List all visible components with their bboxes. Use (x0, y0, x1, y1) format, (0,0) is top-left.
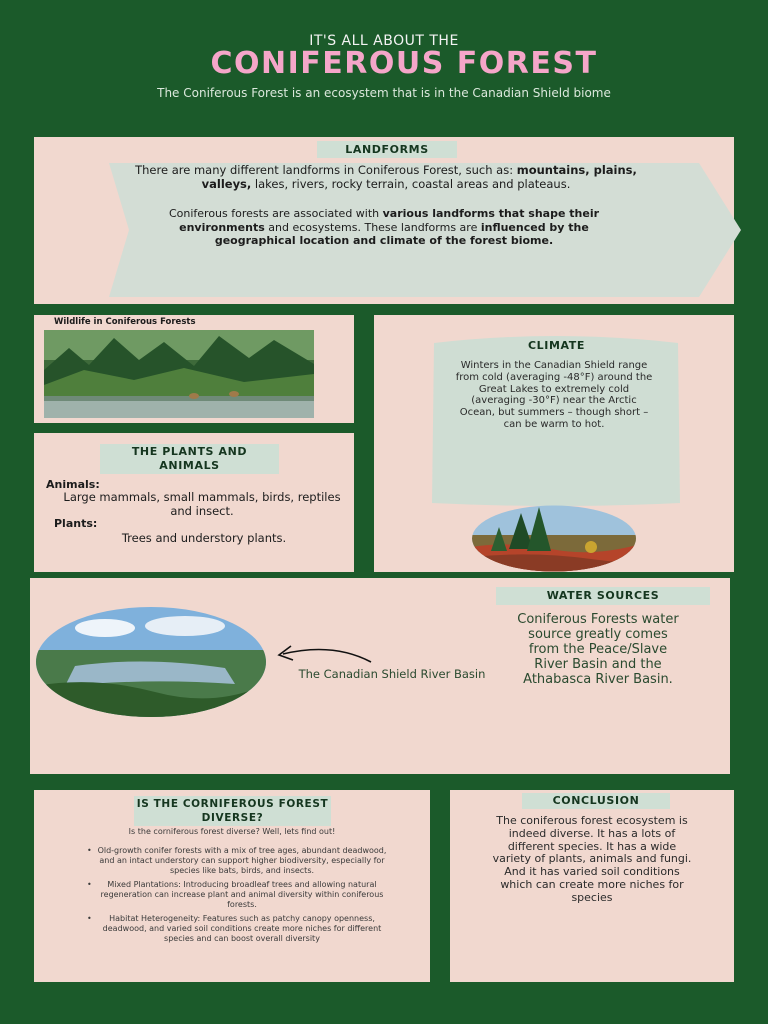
bullet-icon: • (87, 880, 92, 889)
conclusion-heading: CONCLUSION (522, 793, 670, 809)
climate-heading: CLIMATE (528, 339, 585, 352)
animals-label: Animals: (46, 478, 100, 491)
forest-wildlife-photo (44, 330, 314, 418)
list-item: • Old-growth conifer forests with a mix of tree ages, abundant deadwood, and an intact understory can support higher biodiversity, especially for species like bats, birds, and insects. (87, 846, 387, 875)
tundra-forest-photo (471, 505, 637, 572)
landforms-paragraph-1: There are many different landforms in Coniferous Forest, such as: mountains, plains, valleys, lakes, rivers, rocky terrain, coastal areas and plateaus. (135, 163, 637, 191)
bullet-icon: • (87, 914, 92, 923)
page-title: CONIFEROUS FOREST (210, 46, 598, 81)
plants-label: Plants: (54, 517, 98, 530)
bullet-icon: • (87, 846, 92, 855)
water-sources-text: Coniferous Forests water source greatly comes from the Peace/Slave River Basin and the Athabasca River Basin. (517, 612, 679, 687)
diversity-list (87, 846, 392, 948)
arrow-left-icon (273, 640, 373, 670)
animals-text: Large mammals, small mammals, birds, reptiles and insect. (63, 490, 341, 518)
diversity-intro: Is the corniferous forest diverse? Well, lets find out! (128, 827, 336, 836)
diversity-heading: IS THE CORNIFEROUS FOREST DIVERSE? (134, 796, 331, 826)
water-sources-heading: WATER SOURCES (496, 587, 710, 605)
conclusion-text: The coniferous forest ecosystem is indeed diverse. It has a lots of different species. It has a wide variety of plants, animals and fungi. And it has varied soil conditions which can create more niches for species (492, 814, 692, 904)
kicker-text: IT'S ALL ABOUT THE (309, 33, 459, 49)
water-sources-panel (30, 578, 730, 774)
diversity-panel (34, 790, 430, 982)
plants-text: Trees and understory plants. (121, 531, 287, 545)
plants-animals-heading: THE PLANTS AND ANIMALS (100, 444, 279, 474)
climate-panel (374, 315, 734, 572)
landforms-heading: LANDFORMS (317, 141, 457, 158)
list-item: • Habitat Heterogeneity: Features such as patchy canopy openness, deadwood, and varied soil conditions create more niches for different species and can boost overall diversity (87, 914, 382, 943)
wildlife-panel (34, 315, 354, 423)
landforms-paragraph-2: Coniferous forests are associated with various landforms that shape their environments and ecosystems. These landforms are influenced by the geographical location and climate of the forest biome. (168, 207, 600, 247)
landforms-panel (34, 137, 734, 304)
list-item: • Mixed Plantations: Introducing broadleaf trees and allowing natural regeneration can increase plant and animal diversity within coniferous forests. (87, 880, 384, 909)
plants-animals-panel (34, 433, 354, 572)
river-basin-photo (35, 606, 267, 718)
river-basin-caption: The Canadian Shield River Basin (298, 667, 486, 681)
page-subtitle: The Coniferous Forest is an ecosystem that is in the Canadian Shield biome (157, 86, 611, 100)
climate-text: Winters in the Canadian Shield range from cold (averaging -48°F) around the Great Lakes to extremely cold (averaging -30°F) near the Arctic Ocean, but summers – though short – can be warm to hot. (455, 360, 653, 430)
wildlife-caption: Wildlife in Coniferous Forests (54, 317, 196, 327)
conclusion-panel (450, 790, 734, 982)
